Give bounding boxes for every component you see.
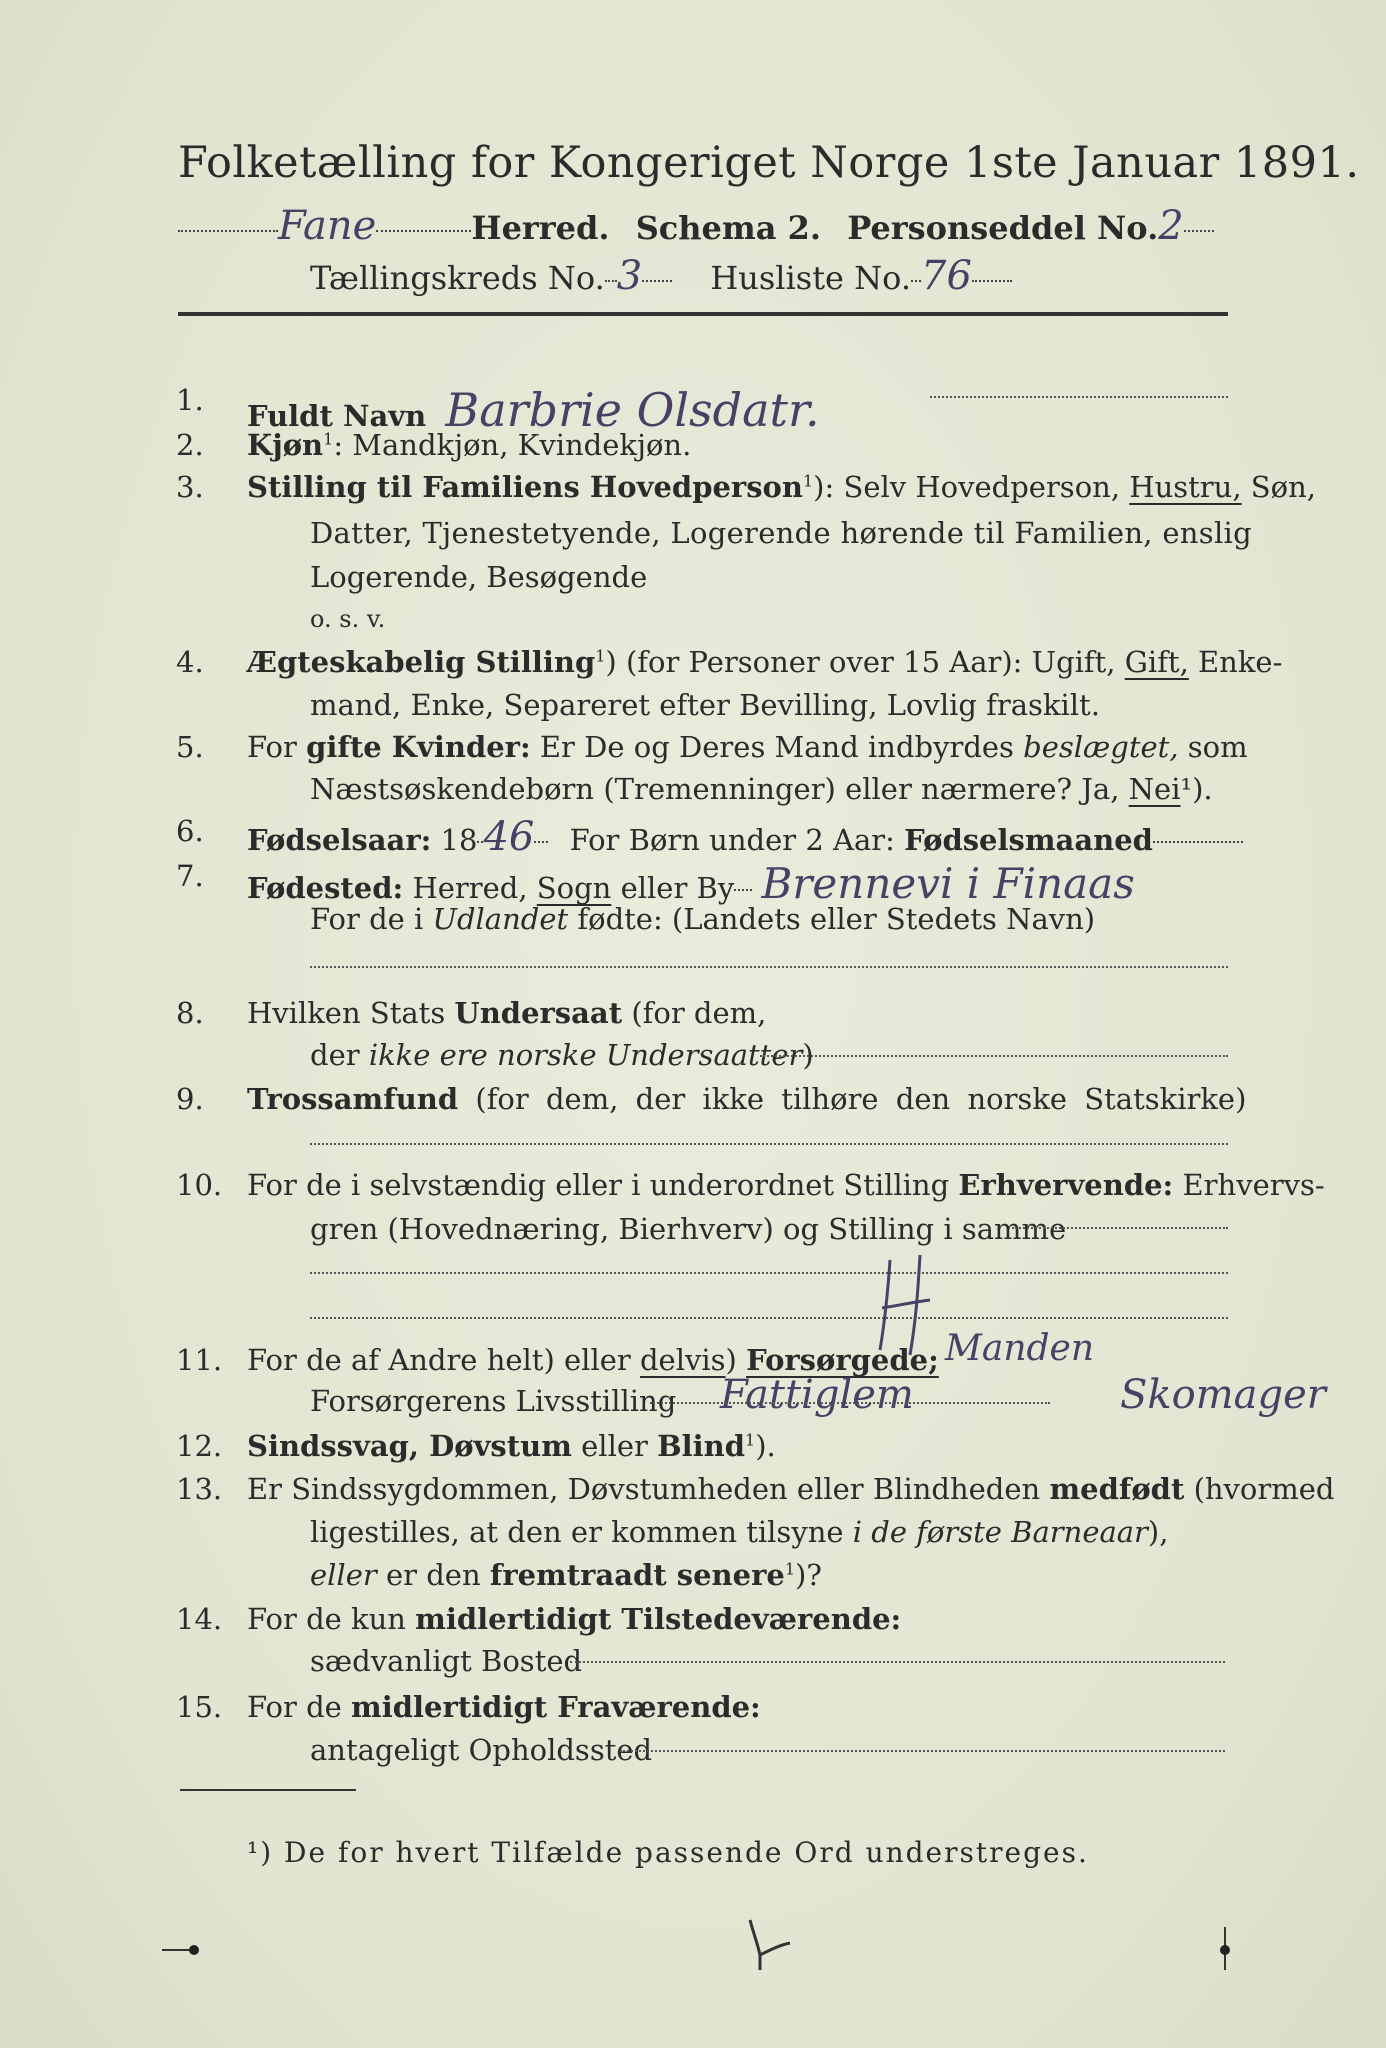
q13-line3-italic: eller (310, 1558, 377, 1592)
q4-text-end: Enke- (1198, 645, 1283, 679)
q12-line: Sindssvag, Døvstum eller Blind$^1$). (247, 1429, 776, 1463)
q13-line1 (247, 1472, 1334, 1506)
q11-line2: Forsørgerens Livsstilling (310, 1384, 677, 1418)
dotted-fill (178, 230, 278, 232)
dotted-fill (310, 1272, 1228, 1274)
q13-label2: fremtraadt senere (489, 1558, 785, 1592)
q13-line2-end: ), (1147, 1515, 1169, 1549)
q4-line2: mand, Enke, Separeret efter Bevilling, Lovlig fraskilt. (310, 688, 1100, 722)
q8-line2 (310, 1038, 814, 1072)
q8-end: (for dem, (631, 996, 767, 1030)
q13-line3-end: )? (795, 1558, 822, 1592)
dotted-fill (605, 280, 617, 282)
footnote-marker: 1 (323, 429, 334, 449)
q1-label: Fuldt Navn (247, 399, 427, 433)
dotted-fill (376, 230, 471, 232)
q14-line1 (247, 1602, 901, 1636)
q11-handwritten-c: Skomager (1120, 1372, 1326, 1418)
q12-mid: eller (581, 1429, 648, 1463)
schema-label: Schema 2. (635, 209, 822, 247)
q4-label: Ægteskabelig Stilling (247, 645, 596, 679)
q10-label: Erhvervende: (958, 1168, 1174, 1202)
item-number: 1. (176, 383, 204, 417)
q12-end: ). (755, 1429, 776, 1463)
dotted-fill (972, 280, 1012, 282)
q2-line (247, 428, 691, 462)
q5-text2: Næstsøskendebørn (Tremenninger) eller nærmere? Ja, (310, 772, 1120, 806)
q11-mid2: ) (725, 1343, 737, 1377)
q10-pre: For de i selvstændig eller i underordnet Stilling (247, 1168, 950, 1202)
q4-underlined-choice: Gift, (1124, 645, 1189, 679)
q7-underlined-choice: Sogn (536, 871, 612, 905)
q9-line (247, 1082, 1246, 1116)
item-number: 14. (176, 1602, 223, 1636)
footnote-text: ¹) De for hvert Tilfælde passende Ord understreges. (247, 1836, 1089, 1869)
q3-line3: Logerende, Besøgende (310, 560, 648, 594)
q12-label: Sindssvag, Døvstum (247, 1429, 572, 1463)
q7-line2-end: fødte: (Landets eller Stedets Navn) (577, 902, 1096, 936)
q6-line (247, 814, 1243, 860)
q13-label: medfødt (1049, 1472, 1185, 1506)
item-number: 15. (176, 1690, 223, 1724)
item-number: 7. (176, 859, 204, 893)
q8-line1 (247, 996, 766, 1030)
q5-underlined-choice: Nei (1128, 772, 1181, 806)
q5-pre: For (247, 730, 297, 764)
q6-label2: Fødselsmaaned (904, 823, 1153, 857)
q10-line1 (247, 1168, 1325, 1202)
item-number: 6. (176, 814, 204, 848)
kreds-value: 3 (616, 253, 643, 299)
q5-line2 (310, 772, 1213, 806)
q1-handwritten-name: Barbrie Olsdatr. (445, 383, 820, 437)
q14-label: midlertidigt Tilstedeværende: (415, 1602, 902, 1636)
herred-label: Herred. (471, 209, 610, 247)
q4-line1: Ægteskabelig Stilling$^1$) (for Personer over 15 Aar): Ugift, Gift, Enke- (247, 645, 1283, 679)
q2-label: Kjøn (247, 428, 324, 462)
q5-text: Er De og Deres Mand indbyrdes (539, 730, 1014, 764)
dotted-fill (620, 1750, 1225, 1752)
dotted-fill (310, 1317, 1228, 1319)
q15-line1 (247, 1690, 761, 1724)
q5-italic: beslægtet, (1023, 730, 1179, 764)
q3-line4: o. s. v. (310, 605, 386, 633)
dotted-fill (911, 280, 921, 282)
q5-text2-end: ¹). (1180, 772, 1213, 806)
q6-label: Fødselsaar: (247, 823, 432, 857)
item-number: 4. (176, 645, 204, 679)
q3-line1: Stilling til Familiens Hovedperson$^1$): Selv Hovedperson, Hustru, Søn, (247, 470, 1316, 504)
q7-handwritten-place: Brennevi i Finaas (761, 859, 1135, 908)
q8-line2-italic: ikke ere norske Undersaatter (368, 1038, 803, 1072)
ink-mark-left (160, 1935, 210, 1965)
item-number: 10. (176, 1168, 223, 1202)
dotted-fill (310, 966, 1228, 968)
form-title: Folketælling for Kongeriget Norge 1ste Januar 1891. (178, 138, 1360, 188)
dotted-fill (570, 1661, 1225, 1663)
personseddel-label: Personseddel No. (847, 209, 1159, 247)
dotted-fill (310, 1143, 1228, 1145)
q12-label2: Blind (657, 1429, 746, 1463)
q15-pre: For de (247, 1690, 342, 1724)
q13-line3-pre: er den (385, 1558, 481, 1592)
q13-line2-italic: i de første Barneaar (852, 1515, 1148, 1549)
q14-pre: For de kun (247, 1602, 406, 1636)
q5-label: gifte Kvinder: (306, 730, 531, 764)
q7-line1 (247, 859, 1135, 908)
dotted-fill (1184, 230, 1214, 232)
q6-text: For Børn under 2 Aar: (569, 823, 895, 857)
q11-handwritten-b: Fattiglem (720, 1372, 914, 1418)
q8-label: Undersaat (454, 996, 623, 1030)
dotted-fill (930, 396, 1228, 398)
q7-text: Herred, (412, 871, 528, 905)
item-number: 9. (176, 1082, 204, 1116)
header-divider (178, 312, 1228, 316)
q3-underlined-choice: Hustru, (1129, 470, 1242, 504)
q14-line2: sædvanligt Bosted (310, 1644, 583, 1678)
item-number: 12. (176, 1429, 223, 1463)
q3-line2: Datter, Tjenestetyende, Logerende hørende til Familien, enslig (310, 516, 1252, 550)
q6-handwritten-year: 46 (483, 814, 535, 860)
q5-line1 (247, 730, 1248, 764)
personseddel-value: 2 (1158, 203, 1184, 249)
q4-text: ) (for Personer over 15 Aar): Ugift, (605, 645, 1116, 679)
kreds-label: Tællingskreds No. (310, 259, 605, 297)
ink-mark-right (1210, 1925, 1240, 1975)
item-number: 2. (176, 428, 204, 462)
q8-line2-pre: der (310, 1038, 360, 1072)
q11-pre: For de af Andre helt (247, 1343, 544, 1377)
q7-line2-italic: Udlandet (432, 902, 569, 936)
dotted-fill (1153, 841, 1243, 843)
dotted-fill (642, 280, 672, 282)
dotted-fill (760, 1055, 1228, 1057)
q10-end: Erhvervs- (1182, 1168, 1325, 1202)
q13-line3: eller er den fremtraadt senere$^1$)? (310, 1558, 822, 1592)
q11-underlined-choice: delvis (639, 1343, 726, 1377)
q3-text-end: Søn, (1250, 470, 1316, 504)
q15-label: midlertidigt Fraværende: (351, 1690, 761, 1724)
footnote-divider (180, 1789, 356, 1791)
herred-value: Fane (278, 203, 377, 249)
header-herred-row (178, 203, 1214, 249)
q7-line2 (310, 902, 1095, 936)
q8-line2-end: ) (802, 1038, 814, 1072)
q13-line2-pre: ligestilles, at den er kommen tilsyne (310, 1515, 844, 1549)
ink-mark-center (740, 1915, 800, 1975)
q11-handwritten-a: Manden (945, 1328, 1095, 1369)
q15-line2: antageligt Opholdssted (310, 1733, 653, 1767)
q11-mid: ) eller (543, 1343, 631, 1377)
item-number: 3. (176, 470, 204, 504)
q7-label: Fødested: (247, 871, 404, 905)
q7-text2: eller By (620, 871, 735, 905)
q7-line2-pre: For de i (310, 902, 424, 936)
item-number: 11. (176, 1343, 223, 1377)
q10-line2: gren (Hovednæring, Bierhverv) og Stilling i samme (310, 1212, 1067, 1246)
q3-label: Stilling til Familiens Hovedperson (247, 470, 803, 504)
dotted-fill (1012, 1227, 1228, 1229)
husliste-value: 76 (921, 253, 972, 299)
q6-year-prefix: 18 (440, 823, 478, 857)
q5-text-end: som (1187, 730, 1248, 764)
q13-pre: Er Sindssygdommen, Døvstumheden eller Blindheden (247, 1472, 1041, 1506)
q2-text: : Mandkjøn, Kvindekjøn. (333, 428, 692, 462)
q13-end: (hvormed (1193, 1472, 1335, 1506)
item-number: 5. (176, 730, 204, 764)
q3-text: ): Selv Hovedperson, (813, 470, 1121, 504)
q9-text: (for dem, der ikke tilhøre den norske Statskirke) (475, 1082, 1247, 1116)
dotted-fill (650, 1402, 1050, 1404)
husliste-label: Husliste No. (710, 259, 912, 297)
q13-line2 (310, 1515, 1168, 1549)
header-kreds-row (310, 253, 1012, 299)
item-number: 8. (176, 996, 204, 1030)
item-number: 13. (176, 1472, 223, 1506)
q9-label: Trossamfund (247, 1082, 459, 1116)
q11-label: Forsørgede; (746, 1343, 939, 1377)
q8-pre: Hvilken Stats (247, 996, 446, 1030)
